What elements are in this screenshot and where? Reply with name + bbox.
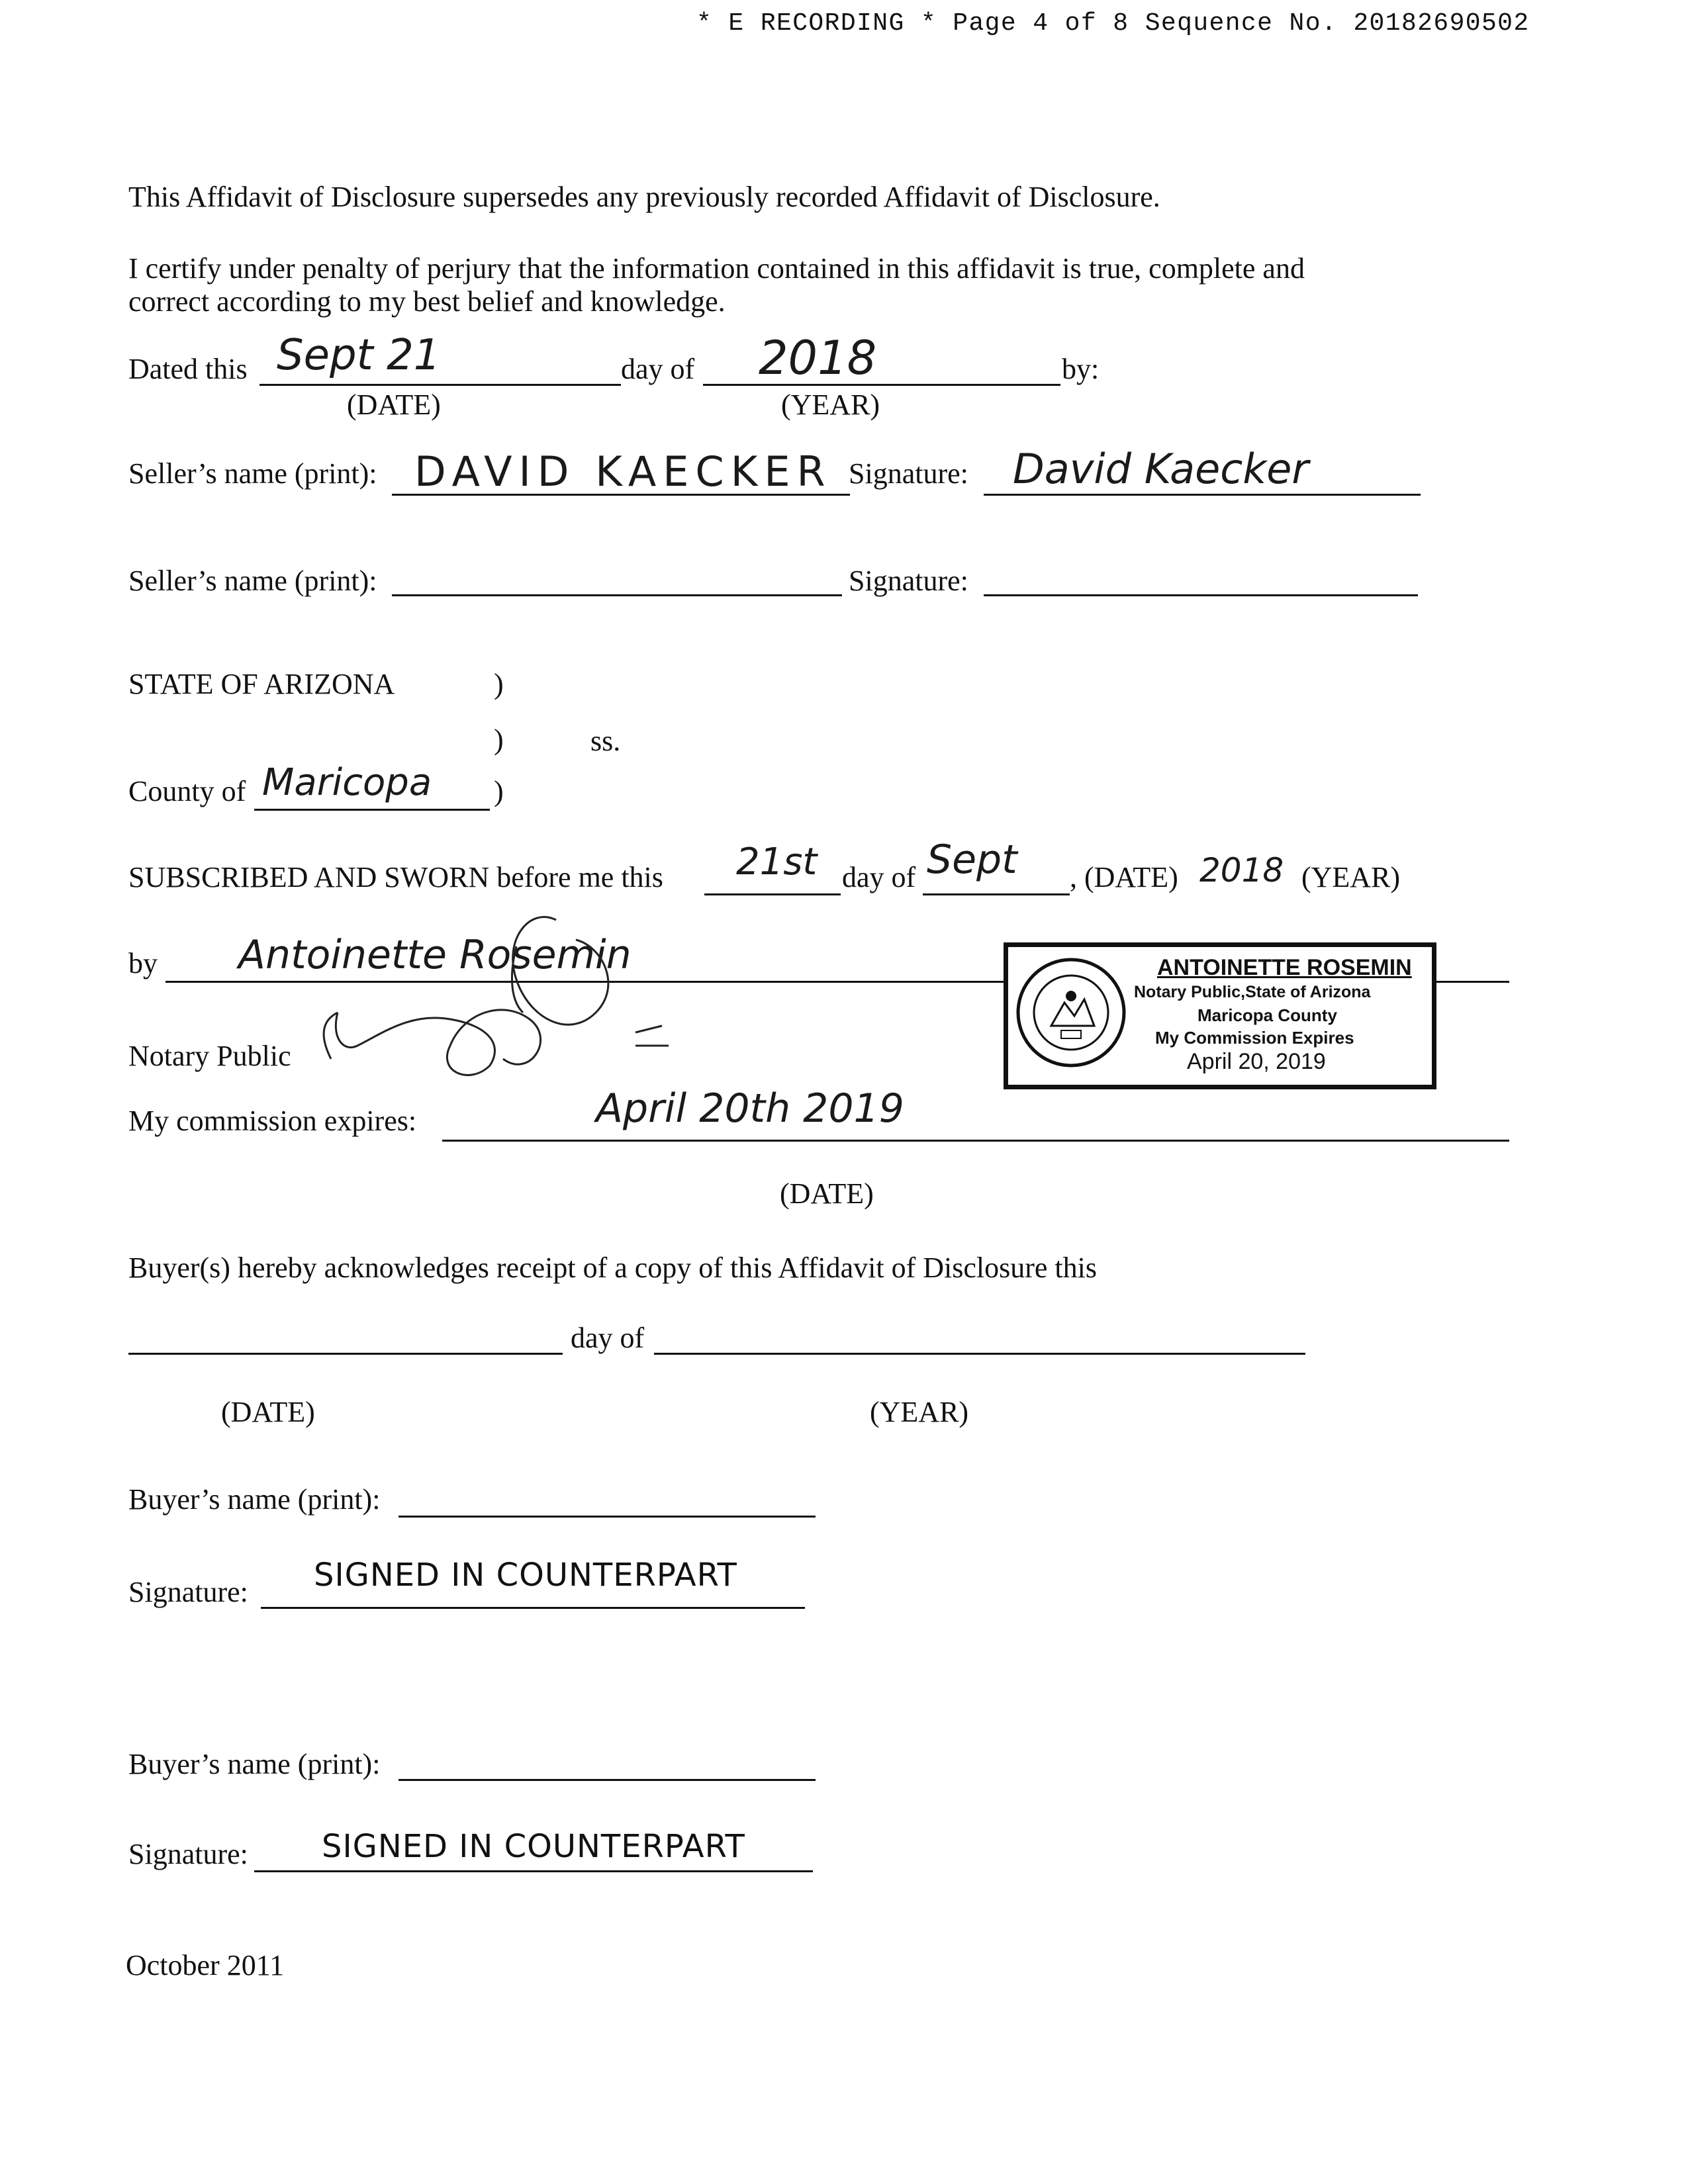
seller2-name-label: Seller’s name (print): xyxy=(128,565,377,597)
sworn-day-handwritten: 21st xyxy=(736,841,818,884)
notary-signature-scribble xyxy=(291,880,768,1092)
dated-date-line xyxy=(259,384,621,386)
stamp-line-3: My Commission Expires xyxy=(1155,1028,1354,1048)
county-line xyxy=(254,809,490,811)
seller1-name-handwritten: DAVID KAECKER xyxy=(414,447,832,496)
buyer1-signature-label: Signature: xyxy=(128,1576,248,1608)
arizona-seal-icon xyxy=(1015,956,1127,1069)
buyer-ack-date-caption: (DATE) xyxy=(221,1396,315,1428)
commission-date-caption: (DATE) xyxy=(780,1177,874,1210)
seller1-signature: David Kaecker xyxy=(1013,445,1309,493)
seller2-signature-label: Signature: xyxy=(849,565,968,597)
buyer-ack-day-of: day of xyxy=(571,1322,645,1354)
sworn-day-of-label: day of xyxy=(842,861,916,893)
stamp-line-2: Maricopa County xyxy=(1197,1005,1337,1025)
stamp-name: ANTOINETTE ROSEMIN xyxy=(1157,955,1412,980)
dated-year-handwritten: 2018 xyxy=(759,331,877,385)
notary-public-label: Notary Public xyxy=(128,1040,291,1072)
notary-name-handwritten: Antoinette Rosemin xyxy=(238,932,632,978)
recording-header: * E RECORDING * Page 4 of 8 Sequence No. 20182690502 xyxy=(696,9,1530,38)
buyer-ack-date-line xyxy=(128,1353,563,1355)
buyer1-signature-line xyxy=(261,1607,805,1609)
venue-paren-1: ) xyxy=(494,668,504,700)
sworn-label: SUBSCRIBED AND SWORN before me this xyxy=(128,861,663,893)
ss-label: ss. xyxy=(590,725,621,757)
buyer1-name-line xyxy=(399,1516,816,1518)
day-of-label: day of xyxy=(621,353,695,385)
footer-date: October 2011 xyxy=(126,1949,285,1981)
buyer2-signature-label: Signature: xyxy=(128,1838,248,1870)
date-caption: (DATE) xyxy=(347,388,441,421)
certify-line-1: I certify under penalty of perjury that the information contained in this affidavit is true, complete and xyxy=(128,252,1305,285)
dated-year-line xyxy=(703,384,1060,386)
buyer-ack-year-caption: (YEAR) xyxy=(870,1396,969,1428)
notary-stamp xyxy=(1004,942,1436,1089)
sworn-date-label: , (DATE) xyxy=(1070,861,1178,893)
buyer-ack-year-line xyxy=(654,1353,1305,1355)
year-caption: (YEAR) xyxy=(781,388,880,421)
notary-by-label: by xyxy=(128,947,158,979)
commission-line xyxy=(442,1140,1509,1142)
stamp-line-4: April 20, 2019 xyxy=(1187,1049,1326,1074)
state-label: STATE OF ARIZONA xyxy=(128,668,395,700)
stamp-line-1: Notary Public,State of Arizona xyxy=(1134,983,1371,1001)
buyer2-name-label: Buyer’s name (print): xyxy=(128,1748,381,1780)
sworn-year-label: (YEAR) xyxy=(1301,861,1401,893)
buyer2-name-line xyxy=(399,1779,816,1781)
seller1-name-label: Seller’s name (print): xyxy=(128,457,377,490)
buyer2-signature-line xyxy=(254,1870,813,1872)
supersedes-paragraph: This Affidavit of Disclosure supersedes any previously recorded Affidavit of Disclosure. xyxy=(128,181,1160,213)
by-label: by: xyxy=(1062,353,1100,385)
sworn-month-line xyxy=(923,893,1070,895)
seller2-name-line xyxy=(392,594,842,596)
commission-label: My commission expires: xyxy=(128,1105,417,1137)
dated-label: Dated this xyxy=(128,353,248,385)
dated-date-handwritten: Sept 21 xyxy=(277,331,441,380)
venue-paren-3: ) xyxy=(494,775,504,807)
seller2-signature-line xyxy=(984,594,1418,596)
buyer1-name-label: Buyer’s name (print): xyxy=(128,1483,381,1516)
venue-paren-2: ) xyxy=(494,723,504,756)
sworn-month-handwritten: Sept xyxy=(927,837,1017,883)
seller1-signature-line xyxy=(984,494,1421,496)
county-label: County of xyxy=(128,775,246,807)
sworn-year-handwritten: 2018 xyxy=(1199,851,1284,889)
buyer-ack-text: Buyer(s) hereby acknowledges receipt of a copy of this Affidavit of Disclosure this xyxy=(128,1251,1097,1284)
county-handwritten: Maricopa xyxy=(262,761,432,804)
commission-handwritten: April 20th 2019 xyxy=(596,1085,904,1132)
buyer2-counterpart-stamp: SIGNED IN COUNTERPART xyxy=(322,1828,745,1865)
buyer1-counterpart-stamp: SIGNED IN COUNTERPART xyxy=(314,1557,737,1594)
seller1-signature-label: Signature: xyxy=(849,457,968,490)
certify-line-2: correct according to my best belief and knowledge. xyxy=(128,285,726,318)
